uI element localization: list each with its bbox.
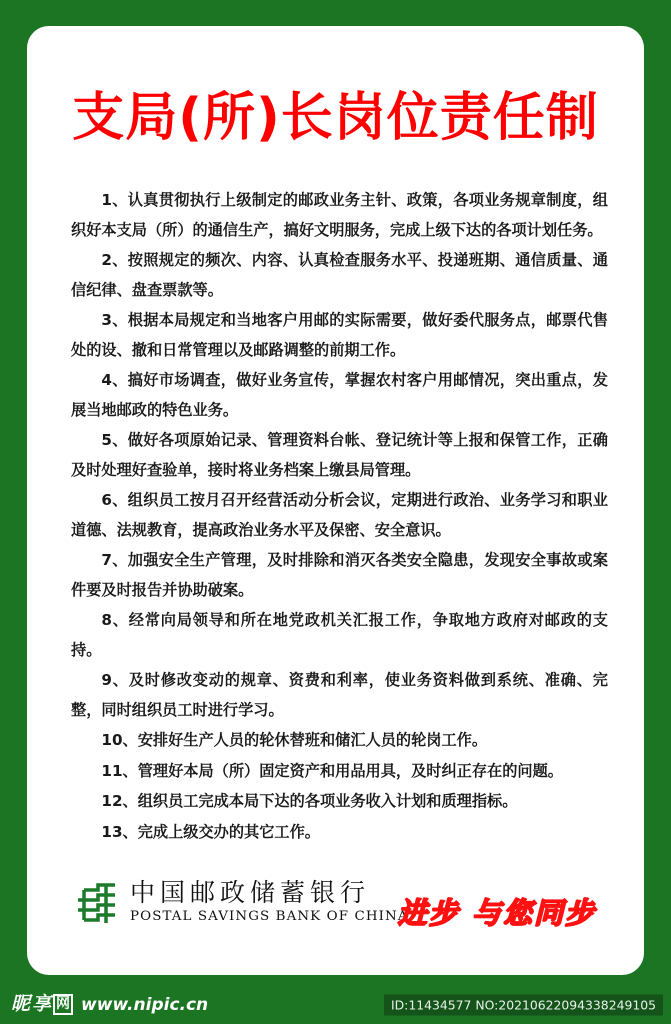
nipic-logo [11,994,73,1015]
watermark-bar [0,985,671,1024]
clause-item: 13、完成上级交办的其它工作。 [101,822,320,841]
page-title: 支局(所)长岗位责任制 [72,88,599,148]
nipic-char-2: 享 [32,993,52,1015]
clause-item: 4、搞好市场调查，做好业务宣传，掌握农村客户用邮情况，突出重点，发展当地邮政的特色业务。 [71,371,608,419]
nipic-char-3: 网 [53,994,73,1015]
clause-item: 1、认真贯彻执行上级制定的邮政业务主针、政策，各项业务规章制度，组织好本支局（所）的通信生产，搞好文明服务，完成上级下达的各项计划任务。 [71,191,608,239]
clause-item: 8、经常向局领导和所在地党政机关汇报工作，争取地方政府对邮政的支持。 [71,611,608,659]
clause-item: 6、组织员工按月召开经营活动分析会议，定期进行政治、业务学习和职业道德、法规教育，提高政治业务水平及保密、安全意识。 [71,491,608,539]
psbc-name-cn: 中国邮政储蓄银行 [130,877,371,907]
clause-item: 12、组织员工完成本局下达的各项业务收入计划和质理指标。 [101,792,518,810]
psbc-logo-text [130,879,409,925]
clause-list [71,186,608,848]
clause-item: 2、按照规定的频次、内容、认真检查服务水平、投递班期、通信质量、通信纪律、盘查票款等。 [71,251,608,299]
watermark-brand [11,994,208,1015]
clause-item: 7、加强安全生产管理，及时排除和消灭各类安全隐患，发现安全事故或案件要及时报告并协助破案。 [71,551,608,599]
footer [27,871,644,957]
psbc-logo [71,877,409,927]
clause-item: 9、及时修改变动的规章、资费和利率，使业务资料做到系统、准确、完整，同时组织员工时进行学习。 [71,671,608,719]
slogan: 进步 与您同步 [397,896,596,930]
psbc-name-en: POSTAL SAVINGS BANK OF CHINA [130,908,409,924]
nipic-char-1: 昵 [11,993,31,1015]
watermark-id: ID:11434577 NO:20210622094338249105 [384,994,663,1015]
white-panel [27,26,644,975]
clause-item: 3、根据本局规定和当地客户用邮的实际需要，做好委代服务点，邮票代售处的设、撤和日常管理以及邮路调整的前期工作。 [71,311,608,359]
nipic-url[interactable]: www.nipic.cn [81,994,209,1015]
clause-item: 5、做好各项原始记录、管理资料台帐、登记统计等上报和保管工作，正确及时处理好查验单，接时将业务档案上缴县局管理。 [71,431,608,479]
clause-item: 11、管理好本局（所）固定资产和用品用具，及时纠正存在的问题。 [101,761,563,780]
psbc-emblem-icon [71,877,121,927]
clause-item: 10、安排好生产人员的轮休替班和储汇人员的轮岗工作。 [101,731,488,749]
